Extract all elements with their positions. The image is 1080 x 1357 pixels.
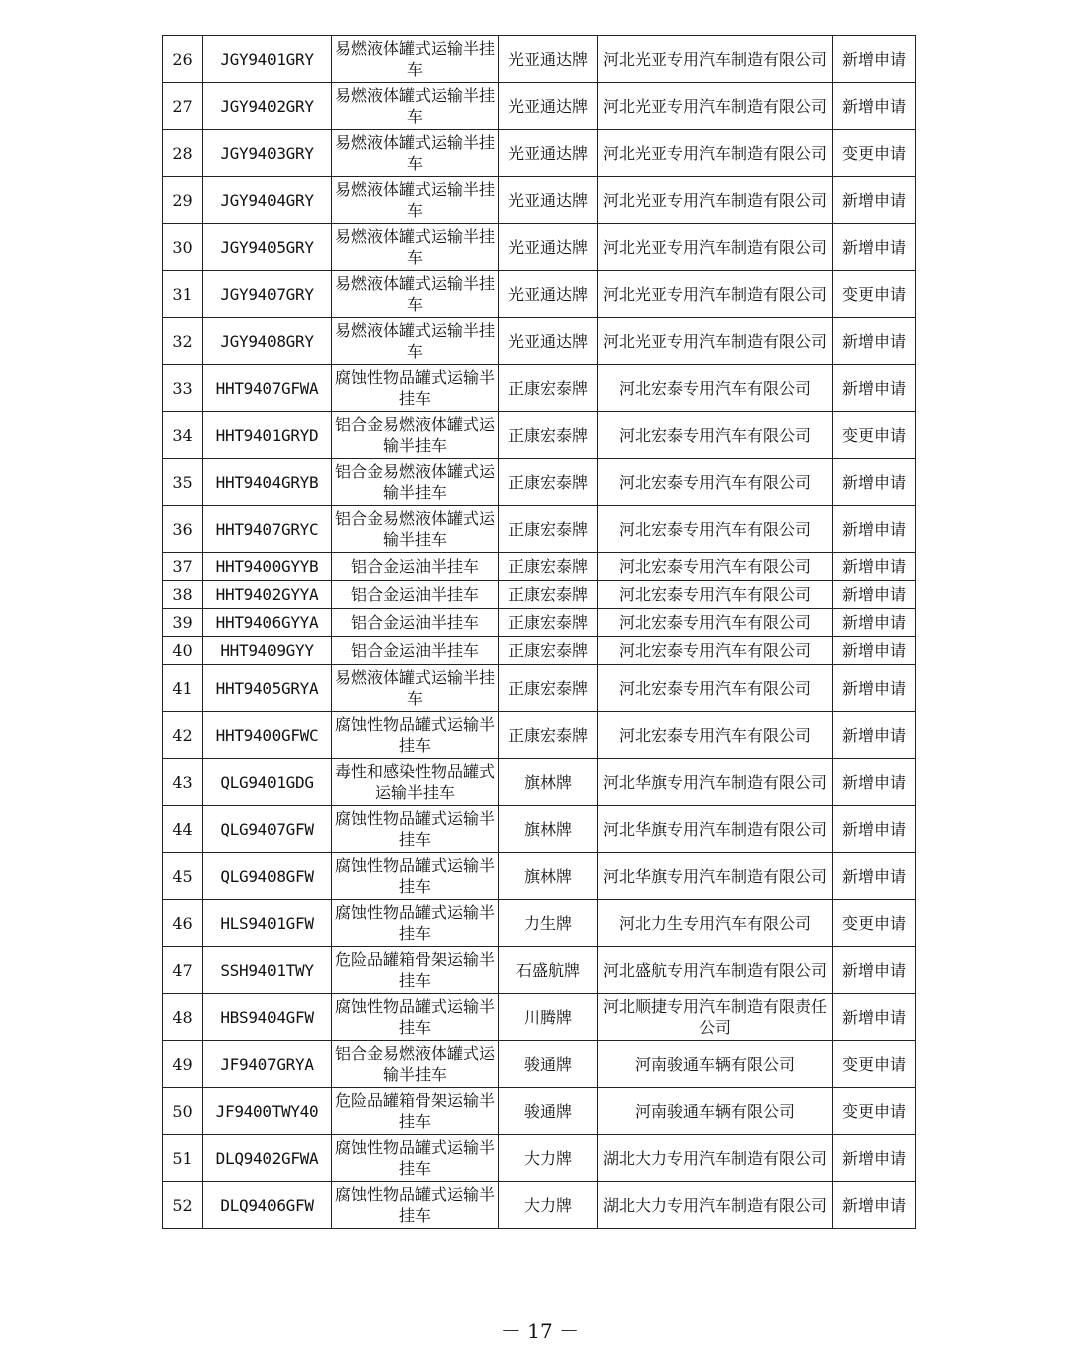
table-row <box>163 1135 916 1182</box>
table-row <box>163 506 916 553</box>
table-row <box>163 609 916 637</box>
table-row <box>163 36 916 83</box>
company-name: 河北宏泰专用汽车有限公司 <box>598 637 833 665</box>
row-number: 36 <box>163 506 203 553</box>
vehicle-model: JF9400TWY40 <box>203 1088 332 1135</box>
brand-name: 正康宏泰牌 <box>499 637 598 665</box>
vehicle-name: 腐蚀性物品罐式运输半挂车 <box>332 1135 499 1182</box>
application-type: 新增申请 <box>833 637 916 665</box>
brand-name: 正康宏泰牌 <box>499 412 598 459</box>
brand-name: 光亚通达牌 <box>499 177 598 224</box>
table-row <box>163 947 916 994</box>
vehicle-name: 易燃液体罐式运输半挂车 <box>332 177 499 224</box>
vehicle-model: QLG9407GFW <box>203 806 332 853</box>
company-name: 河北光亚专用汽车制造有限公司 <box>598 130 833 177</box>
application-type: 新增申请 <box>833 853 916 900</box>
vehicle-name: 铝合金易燃液体罐式运输半挂车 <box>332 459 499 506</box>
application-type: 新增申请 <box>833 712 916 759</box>
vehicle-name: 易燃液体罐式运输半挂车 <box>332 83 499 130</box>
row-number: 38 <box>163 581 203 609</box>
application-type: 新增申请 <box>833 36 916 83</box>
application-type: 新增申请 <box>833 994 916 1041</box>
brand-name: 光亚通达牌 <box>499 36 598 83</box>
company-name: 河北盛航专用汽车制造有限公司 <box>598 947 833 994</box>
company-name: 河北华旗专用汽车制造有限公司 <box>598 759 833 806</box>
brand-name: 正康宏泰牌 <box>499 459 598 506</box>
row-number: 45 <box>163 853 203 900</box>
company-name: 河北光亚专用汽车制造有限公司 <box>598 318 833 365</box>
application-type: 新增申请 <box>833 759 916 806</box>
brand-name: 石盛航牌 <box>499 947 598 994</box>
vehicle-name: 腐蚀性物品罐式运输半挂车 <box>332 365 499 412</box>
vehicle-name: 铝合金易燃液体罐式运输半挂车 <box>332 412 499 459</box>
vehicle-name: 铝合金运油半挂车 <box>332 581 499 609</box>
company-name: 河北力生专用汽车有限公司 <box>598 900 833 947</box>
row-number: 51 <box>163 1135 203 1182</box>
row-number: 52 <box>163 1182 203 1229</box>
row-number: 49 <box>163 1041 203 1088</box>
vehicle-model: HHT9406GYYA <box>203 609 332 637</box>
company-name: 河北宏泰专用汽车有限公司 <box>598 506 833 553</box>
row-number: 27 <box>163 83 203 130</box>
table-row <box>163 806 916 853</box>
vehicle-name: 易燃液体罐式运输半挂车 <box>332 36 499 83</box>
company-name: 河北宏泰专用汽车有限公司 <box>598 412 833 459</box>
row-number: 48 <box>163 994 203 1041</box>
table-row <box>163 900 916 947</box>
row-number: 34 <box>163 412 203 459</box>
vehicle-name: 铝合金易燃液体罐式运输半挂车 <box>332 506 499 553</box>
vehicle-name: 腐蚀性物品罐式运输半挂车 <box>332 1182 499 1229</box>
table-row <box>163 759 916 806</box>
vehicle-name: 易燃液体罐式运输半挂车 <box>332 271 499 318</box>
company-name: 河北光亚专用汽车制造有限公司 <box>598 83 833 130</box>
vehicle-model: HHT9402GYYA <box>203 581 332 609</box>
vehicle-model: HHT9407GFWA <box>203 365 332 412</box>
application-type: 变更申请 <box>833 1041 916 1088</box>
application-type: 变更申请 <box>833 271 916 318</box>
vehicle-model: JGY9403GRY <box>203 130 332 177</box>
vehicle-name: 腐蚀性物品罐式运输半挂车 <box>332 900 499 947</box>
application-type: 新增申请 <box>833 947 916 994</box>
vehicle-model: HHT9400GYYB <box>203 553 332 581</box>
row-number: 39 <box>163 609 203 637</box>
vehicle-name: 易燃液体罐式运输半挂车 <box>332 665 499 712</box>
vehicle-name: 易燃液体罐式运输半挂车 <box>332 318 499 365</box>
company-name: 湖北大力专用汽车制造有限公司 <box>598 1182 833 1229</box>
brand-name: 正康宏泰牌 <box>499 609 598 637</box>
table-row <box>163 365 916 412</box>
vehicle-name: 毒性和感染性物品罐式运输半挂车 <box>332 759 499 806</box>
table-row <box>163 553 916 581</box>
table-row <box>163 1088 916 1135</box>
application-type: 新增申请 <box>833 609 916 637</box>
vehicle-model: HBS9404GFW <box>203 994 332 1041</box>
application-type: 新增申请 <box>833 506 916 553</box>
table-row <box>163 177 916 224</box>
company-name: 河北宏泰专用汽车有限公司 <box>598 609 833 637</box>
vehicle-name: 危险品罐箱骨架运输半挂车 <box>332 947 499 994</box>
brand-name: 正康宏泰牌 <box>499 365 598 412</box>
row-number: 31 <box>163 271 203 318</box>
vehicle-model: HHT9404GRYB <box>203 459 332 506</box>
vehicle-name: 腐蚀性物品罐式运输半挂车 <box>332 994 499 1041</box>
application-type: 新增申请 <box>833 83 916 130</box>
brand-name: 骏通牌 <box>499 1088 598 1135</box>
brand-name: 正康宏泰牌 <box>499 581 598 609</box>
table-row <box>163 853 916 900</box>
brand-name: 正康宏泰牌 <box>499 665 598 712</box>
row-number: 47 <box>163 947 203 994</box>
company-name: 河北华旗专用汽车制造有限公司 <box>598 853 833 900</box>
brand-name: 光亚通达牌 <box>499 224 598 271</box>
row-number: 30 <box>163 224 203 271</box>
row-number: 26 <box>163 36 203 83</box>
application-type: 新增申请 <box>833 177 916 224</box>
application-type: 新增申请 <box>833 553 916 581</box>
brand-name: 川腾牌 <box>499 994 598 1041</box>
company-name: 河北宏泰专用汽车有限公司 <box>598 365 833 412</box>
row-number: 29 <box>163 177 203 224</box>
table-row <box>163 1041 916 1088</box>
table-row <box>163 412 916 459</box>
vehicle-model: JGY9405GRY <box>203 224 332 271</box>
application-type: 新增申请 <box>833 224 916 271</box>
company-name: 河北光亚专用汽车制造有限公司 <box>598 177 833 224</box>
company-name: 河北宏泰专用汽车有限公司 <box>598 553 833 581</box>
application-type: 变更申请 <box>833 412 916 459</box>
vehicle-model: DLQ9402GFWA <box>203 1135 332 1182</box>
row-number: 41 <box>163 665 203 712</box>
company-name: 河北光亚专用汽车制造有限公司 <box>598 271 833 318</box>
vehicle-model: JGY9407GRY <box>203 271 332 318</box>
row-number: 35 <box>163 459 203 506</box>
brand-name: 光亚通达牌 <box>499 130 598 177</box>
brand-name: 光亚通达牌 <box>499 271 598 318</box>
vehicle-model: HHT9401GRYD <box>203 412 332 459</box>
vehicle-name: 铝合金运油半挂车 <box>332 553 499 581</box>
row-number: 37 <box>163 553 203 581</box>
vehicle-name: 铝合金运油半挂车 <box>332 637 499 665</box>
row-number: 46 <box>163 900 203 947</box>
vehicle-catalog-table <box>162 35 916 1229</box>
brand-name: 骏通牌 <box>499 1041 598 1088</box>
company-name: 河北光亚专用汽车制造有限公司 <box>598 36 833 83</box>
application-type: 新增申请 <box>833 365 916 412</box>
application-type: 新增申请 <box>833 665 916 712</box>
vehicle-model: JGY9402GRY <box>203 83 332 130</box>
vehicle-name: 易燃液体罐式运输半挂车 <box>332 130 499 177</box>
application-type: 变更申请 <box>833 1088 916 1135</box>
vehicle-model: QLG9401GDG <box>203 759 332 806</box>
vehicle-model: QLG9408GFW <box>203 853 332 900</box>
table-row <box>163 1182 916 1229</box>
vehicle-model: JGY9408GRY <box>203 318 332 365</box>
vehicle-model: HLS9401GFW <box>203 900 332 947</box>
application-type: 新增申请 <box>833 1182 916 1229</box>
vehicle-name: 铝合金运油半挂车 <box>332 609 499 637</box>
vehicle-model: SSH9401TWY <box>203 947 332 994</box>
table-row <box>163 994 916 1041</box>
table-row <box>163 318 916 365</box>
company-name: 河北宏泰专用汽车有限公司 <box>598 712 833 759</box>
row-number: 50 <box>163 1088 203 1135</box>
company-name: 河北宏泰专用汽车有限公司 <box>598 581 833 609</box>
table-row <box>163 224 916 271</box>
brand-name: 力生牌 <box>499 900 598 947</box>
table-row <box>163 665 916 712</box>
table-row <box>163 83 916 130</box>
application-type: 变更申请 <box>833 900 916 947</box>
row-number: 43 <box>163 759 203 806</box>
application-type: 变更申请 <box>833 130 916 177</box>
table-body <box>163 36 916 1229</box>
brand-name: 旗林牌 <box>499 759 598 806</box>
vehicle-model: HHT9400GFWC <box>203 712 332 759</box>
company-name: 河南骏通车辆有限公司 <box>598 1041 833 1088</box>
table-row <box>163 637 916 665</box>
brand-name: 正康宏泰牌 <box>499 712 598 759</box>
company-name: 湖北大力专用汽车制造有限公司 <box>598 1135 833 1182</box>
page-number: － 17 － <box>500 1319 580 1343</box>
vehicle-model: HHT9407GRYC <box>203 506 332 553</box>
company-name: 河北光亚专用汽车制造有限公司 <box>598 224 833 271</box>
vehicle-model: JGY9401GRY <box>203 36 332 83</box>
company-name: 河北宏泰专用汽车有限公司 <box>598 459 833 506</box>
vehicle-model: JF9407GRYA <box>203 1041 332 1088</box>
vehicle-name: 腐蚀性物品罐式运输半挂车 <box>332 853 499 900</box>
table-row <box>163 581 916 609</box>
row-number: 40 <box>163 637 203 665</box>
table-row <box>163 130 916 177</box>
brand-name: 大力牌 <box>499 1135 598 1182</box>
brand-name: 光亚通达牌 <box>499 83 598 130</box>
row-number: 28 <box>163 130 203 177</box>
table-row <box>163 459 916 506</box>
vehicle-model: HHT9405GRYA <box>203 665 332 712</box>
application-type: 新增申请 <box>833 1135 916 1182</box>
table-row <box>163 712 916 759</box>
vehicle-name: 易燃液体罐式运输半挂车 <box>332 224 499 271</box>
application-type: 新增申请 <box>833 581 916 609</box>
brand-name: 旗林牌 <box>499 806 598 853</box>
company-name: 河北顺捷专用汽车制造有限责任公司 <box>598 994 833 1041</box>
application-type: 新增申请 <box>833 459 916 506</box>
table-row <box>163 271 916 318</box>
company-name: 河南骏通车辆有限公司 <box>598 1088 833 1135</box>
vehicle-name: 腐蚀性物品罐式运输半挂车 <box>332 712 499 759</box>
vehicle-model: HHT9409GYY <box>203 637 332 665</box>
company-name: 河北宏泰专用汽车有限公司 <box>598 665 833 712</box>
brand-name: 大力牌 <box>499 1182 598 1229</box>
vehicle-name: 危险品罐箱骨架运输半挂车 <box>332 1088 499 1135</box>
vehicle-model: DLQ9406GFW <box>203 1182 332 1229</box>
row-number: 32 <box>163 318 203 365</box>
company-name: 河北华旗专用汽车制造有限公司 <box>598 806 833 853</box>
brand-name: 旗林牌 <box>499 853 598 900</box>
vehicle-name: 腐蚀性物品罐式运输半挂车 <box>332 806 499 853</box>
application-type: 新增申请 <box>833 318 916 365</box>
brand-name: 光亚通达牌 <box>499 318 598 365</box>
application-type: 新增申请 <box>833 806 916 853</box>
brand-name: 正康宏泰牌 <box>499 553 598 581</box>
vehicle-name: 铝合金易燃液体罐式运输半挂车 <box>332 1041 499 1088</box>
row-number: 42 <box>163 712 203 759</box>
brand-name: 正康宏泰牌 <box>499 506 598 553</box>
row-number: 44 <box>163 806 203 853</box>
row-number: 33 <box>163 365 203 412</box>
vehicle-model: JGY9404GRY <box>203 177 332 224</box>
